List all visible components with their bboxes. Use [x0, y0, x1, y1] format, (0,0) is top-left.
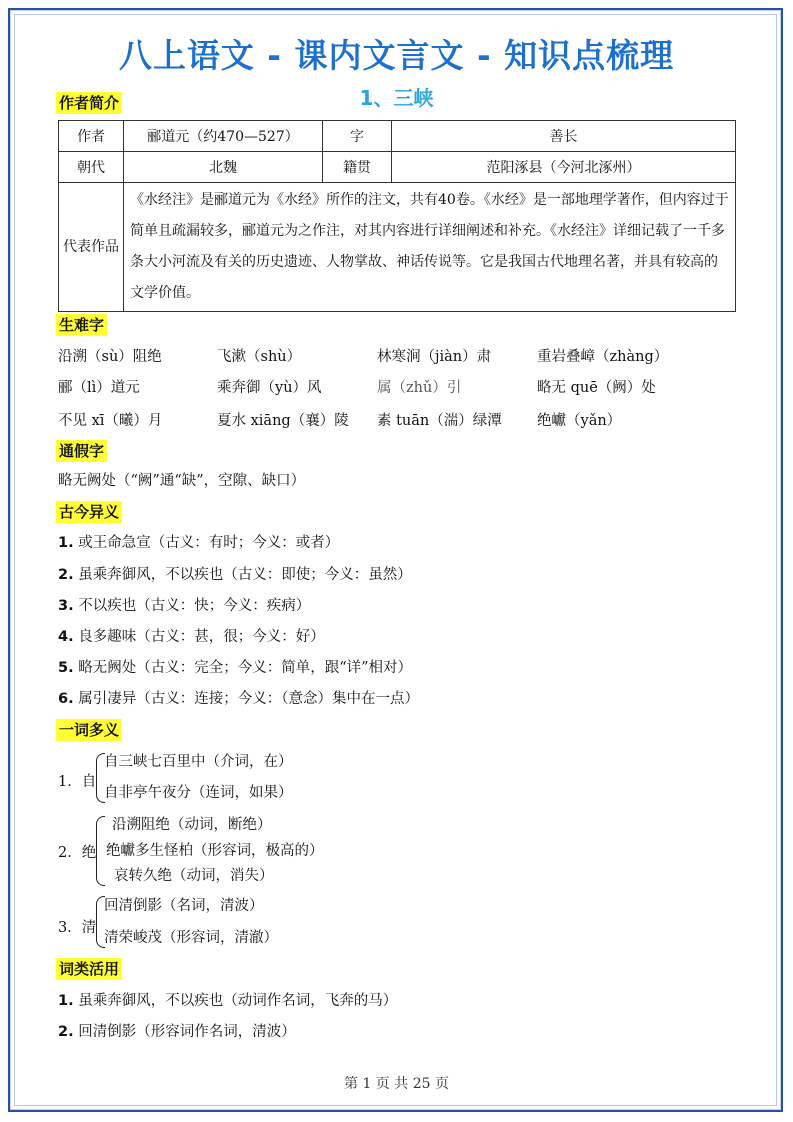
- yici-item: 回清倒影（名词，清波）: [104, 898, 264, 914]
- cilei-item: 2. 回清倒影（形容词作名词，清波）: [58, 1024, 296, 1040]
- zi-value: 善长: [392, 121, 736, 152]
- author-label: 作者: [59, 121, 124, 152]
- hard-word: 林寒涧（jiàn）肃: [377, 349, 492, 365]
- gujin-item: 1. 或王命急宣（古义：有时；今义：或者）: [58, 535, 340, 551]
- gujin-item: 5. 略无阙处（古义：完全；今义：简单，跟“详”相对）: [58, 660, 413, 676]
- hard-word: 重岩叠嶂（zhàng）: [537, 349, 669, 365]
- yici-item: 自非亭午夜分（连词，如果）: [104, 785, 293, 801]
- cilei-item: 1. 虽乘奔御风，不以疾也（动词作名词，飞奔的马）: [58, 993, 398, 1009]
- section-cilei: 词类活用: [56, 958, 122, 980]
- yici-label: 1．自: [58, 774, 97, 790]
- hard-word: 绝巘（yǎn）: [537, 413, 622, 429]
- tongjia-item: 略无阙处（“阙”通“缺”，空隙、缺口）: [58, 473, 306, 489]
- hard-word: 不见 xī（曦）月: [58, 413, 163, 429]
- yici-item: 绝巘多生怪柏（形容词，极高的）: [106, 843, 324, 859]
- author-table: [58, 120, 736, 312]
- section-author: 作者简介: [56, 92, 122, 114]
- hard-word: 属（zhǔ）引: [377, 380, 462, 396]
- gujin-item: 6. 属引凄异（古义：连接；今义：（意念）集中在一点）: [58, 691, 419, 707]
- section-tongjia: 通假字: [56, 440, 107, 462]
- hard-word: 飞漱（shù）: [217, 349, 302, 365]
- yici-label: 3．清: [58, 920, 97, 936]
- hard-word: 沿溯（sù）阻绝: [58, 349, 162, 365]
- page-footer: 第 1 页 共 25 页: [344, 1076, 449, 1092]
- hometown-value: 范阳涿县（今河北涿州）: [392, 152, 736, 183]
- author-value: 郦道元（约470—527）: [124, 121, 323, 152]
- hometown-label: 籍贯: [323, 152, 392, 183]
- yici-item: 沿溯阻绝（动词，断绝）: [112, 817, 272, 833]
- section-hard-words: 生难字: [56, 314, 107, 336]
- zi-label: 字: [323, 121, 392, 152]
- yici-label: 2．绝: [58, 845, 97, 861]
- gujin-item: 4. 良多趣味（古义：甚，很；今义：好）: [58, 629, 325, 645]
- section-yici: 一词多义: [56, 719, 122, 741]
- page-title: 八上语文 - 课内文言文 - 知识点梳理: [118, 36, 675, 75]
- hard-word: 乘奔御（yù）风: [217, 380, 322, 396]
- section-gujin: 古今异义: [56, 501, 122, 523]
- dynasty-value: 北魏: [124, 152, 323, 183]
- hard-word: 夏水 xiāng（襄）陵: [217, 413, 349, 429]
- yici-item: 清荣峻茂（形容词，清澈）: [104, 930, 278, 946]
- brace-icon: [96, 816, 105, 886]
- hard-word: 郦（lì）道元: [58, 380, 140, 396]
- hard-word: 略无 quē（阙）处: [537, 380, 656, 396]
- page-subtitle: 1、三峡: [359, 86, 434, 110]
- yici-item: 哀转久绝（动词，消失）: [114, 868, 274, 884]
- gujin-item: 3. 不以疾也（古义：快；今义：疾病）: [58, 598, 311, 614]
- works-description: 《水经注》是郦道元为《水经》所作的注文，共有40卷。《水经》是一部地理学著作，但内容过于简单且疏漏较多，郦道元为之作注，对其内容进行详细阐述和补充。《水经注》详细记载了一千多条大小河流及有关的历史遗迹、人物掌故、神话传说等。它是我国古代地理名著，并具有较高的文学价值。: [124, 183, 736, 312]
- hard-word: 素 tuān（湍）绿潭: [377, 413, 502, 429]
- works-label: 代表作品: [59, 183, 124, 312]
- dynasty-label: 朝代: [59, 152, 124, 183]
- yici-item: 自三峡七百里中（介词，在）: [104, 754, 293, 770]
- gujin-item: 2. 虽乘奔御风，不以疾也（古义：即使；今义：虽然）: [58, 567, 412, 583]
